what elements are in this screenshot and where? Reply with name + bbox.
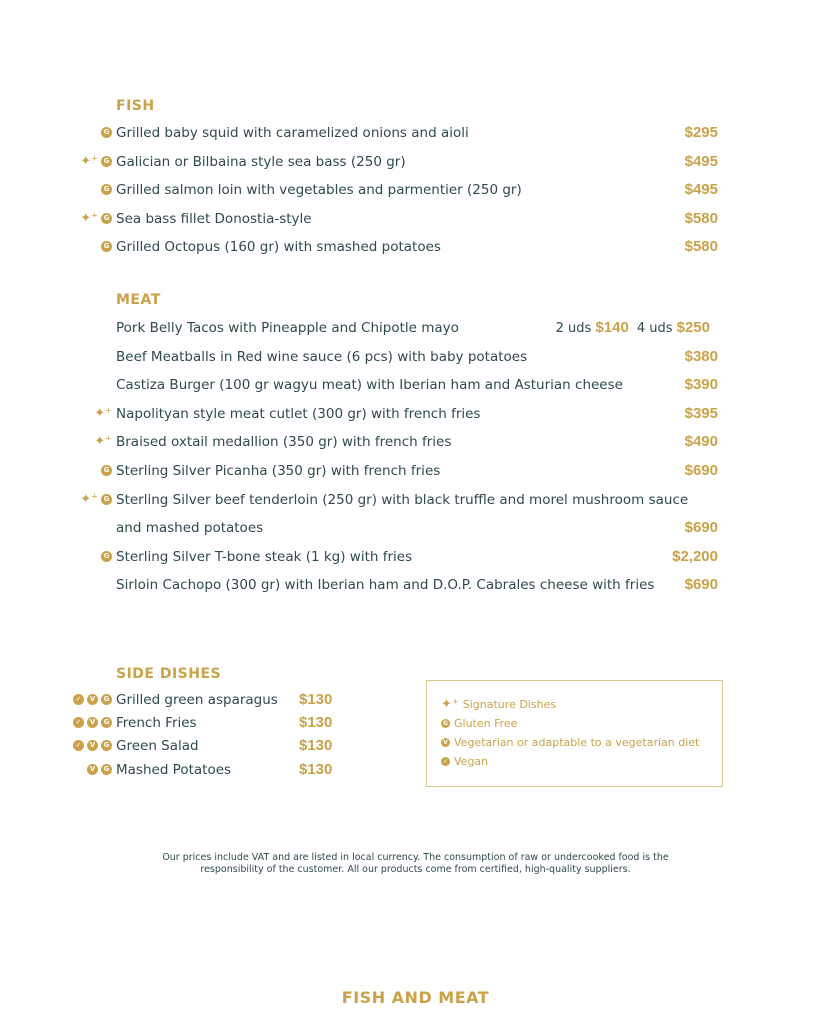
vegetarian-icon: V bbox=[87, 764, 98, 775]
item-name: and mashed potatoes bbox=[116, 520, 264, 537]
dietary-icons bbox=[101, 241, 112, 252]
option-label: 2 uds bbox=[555, 321, 596, 336]
item-price: $495 bbox=[684, 181, 718, 199]
item-price: $490 bbox=[684, 433, 718, 451]
gluten-free-icon: G bbox=[101, 717, 112, 728]
gluten-free-icon: G bbox=[101, 241, 112, 252]
legend-label: Gluten Free bbox=[454, 717, 518, 730]
gluten-free-icon: G bbox=[101, 213, 112, 224]
dietary-icons bbox=[80, 210, 112, 226]
item-price: $690 bbox=[684, 519, 718, 537]
dietary-icons bbox=[73, 717, 112, 728]
dietary-icons bbox=[101, 551, 112, 562]
item-name: Braised oxtail medallion (350 gr) with french fries bbox=[116, 434, 452, 451]
fish-heading: FISH bbox=[116, 98, 155, 114]
legend-item bbox=[441, 736, 699, 749]
item-price: $395 bbox=[684, 404, 718, 422]
vegetarian-icon: V bbox=[87, 694, 98, 705]
dietary-icons bbox=[94, 405, 112, 421]
vegan-check-icon: ✓ bbox=[73, 694, 84, 705]
dietary-icons bbox=[73, 740, 112, 751]
item-name: Sterling Silver beef tenderloin (250 gr) with black truffle and morel mushroom sauce bbox=[116, 491, 689, 508]
gluten-free-icon: G bbox=[101, 551, 112, 562]
meat-heading: MEAT bbox=[116, 292, 161, 308]
item-name: Green Salad bbox=[116, 738, 199, 755]
dietary-icons bbox=[101, 465, 112, 476]
menu-item bbox=[0, 547, 831, 567]
item-name: Mashed Potatoes bbox=[116, 761, 232, 778]
gluten-free-icon: G bbox=[101, 184, 112, 195]
item-price: $130 bbox=[299, 737, 333, 755]
gluten-free-icon: G bbox=[101, 127, 112, 138]
side-dishes-heading: SIDE DISHES bbox=[116, 666, 222, 682]
item-price: $580 bbox=[684, 238, 718, 256]
vegan-check-icon: ✓ bbox=[73, 740, 84, 751]
menu-item bbox=[0, 518, 831, 538]
dietary-icons bbox=[80, 153, 112, 169]
menu-item bbox=[0, 318, 831, 338]
vegetarian-icon: V bbox=[87, 717, 98, 728]
item-name: Castiza Burger (100 gr wagyu meat) with Iberian ham and Asturian cheese bbox=[116, 377, 623, 394]
price-options bbox=[556, 318, 718, 339]
item-price: $390 bbox=[684, 376, 718, 394]
dietary-icons bbox=[101, 184, 112, 195]
item-price: $130 bbox=[299, 760, 333, 778]
signature-sparkle-icon: ✦⁺ bbox=[80, 210, 98, 226]
signature-sparkle-icon: ✦⁺ bbox=[94, 434, 112, 450]
footer-note: Our prices include VAT and are listed in local currency. The consumption of raw or undercooked food is the responsibility of the customer. All our products come from certified, high-quality suppliers. bbox=[162, 852, 669, 875]
gluten-free-icon: G bbox=[101, 764, 112, 775]
menu-item bbox=[0, 575, 831, 595]
dietary-icons bbox=[87, 764, 112, 775]
gluten-free-icon: G bbox=[101, 740, 112, 751]
legend-box bbox=[426, 680, 723, 787]
vegan-check-icon: ✓ bbox=[73, 717, 84, 728]
item-name: Grilled baby squid with caramelized onions and aioli bbox=[116, 125, 469, 141]
gluten-free-icon: G bbox=[441, 719, 450, 728]
signature-sparkle-icon: ✦⁺ bbox=[441, 697, 459, 712]
item-name: Beef Meatballs in Red wine sauce (6 pcs) with baby potatoes bbox=[116, 348, 528, 365]
item-name: Sirloin Cachopo (300 gr) with Iberian ham and D.O.P. Cabrales cheese with fries bbox=[116, 577, 655, 594]
item-name: Galician or Bilbaina style sea bass (250 gr) bbox=[116, 153, 406, 170]
signature-sparkle-icon: ✦⁺ bbox=[80, 153, 98, 169]
signature-sparkle-icon: ✦⁺ bbox=[94, 405, 112, 421]
item-name: Grilled Octopus (160 gr) with smashed potatoes bbox=[116, 239, 441, 256]
menu-item bbox=[0, 461, 831, 481]
legend-item bbox=[441, 698, 556, 711]
item-name: French Fries bbox=[116, 715, 197, 732]
item-price: $495 bbox=[684, 152, 718, 170]
vegan-check-icon: ✓ bbox=[442, 758, 449, 765]
menu-item bbox=[0, 404, 831, 424]
gluten-free-icon: G bbox=[101, 694, 112, 705]
menu-item bbox=[0, 180, 831, 200]
item-price: $690 bbox=[684, 576, 718, 594]
dietary-icons bbox=[94, 434, 112, 450]
legend-item bbox=[441, 717, 517, 730]
item-price: $690 bbox=[684, 462, 718, 479]
menu-item bbox=[0, 123, 831, 143]
item-name: Sterling Silver Picanha (350 gr) with french fries bbox=[116, 463, 441, 479]
legend-item bbox=[441, 755, 488, 768]
item-price: $130 bbox=[299, 714, 333, 732]
menu-item bbox=[0, 237, 831, 257]
item-price: $2,200 bbox=[672, 547, 718, 565]
item-name: Napolityan style meat cutlet (300 gr) with french fries bbox=[116, 405, 481, 422]
item-price: $295 bbox=[684, 124, 718, 141]
item-name: Grilled green asparagus bbox=[116, 692, 278, 708]
menu-item bbox=[0, 375, 831, 395]
item-name: Grilled salmon loin with vegetables and parmentier (250 gr) bbox=[116, 182, 522, 199]
gluten-free-icon: G bbox=[101, 465, 112, 476]
option-label: 4 uds bbox=[636, 321, 677, 336]
item-name: Pork Belly Tacos with Pineapple and Chipotle mayo bbox=[116, 320, 459, 336]
signature-sparkle-icon: ✦⁺ bbox=[80, 491, 98, 507]
item-name: Sea bass fillet Donostia-style bbox=[116, 210, 312, 227]
item-name: Sterling Silver T-bone steak (1 kg) with fries bbox=[116, 548, 413, 565]
menu-item bbox=[0, 152, 831, 172]
option-price: $250 bbox=[676, 319, 710, 336]
item-price: $380 bbox=[684, 347, 718, 365]
legend-label: Signature Dishes bbox=[462, 698, 557, 711]
dietary-icons bbox=[80, 491, 112, 507]
menu-item bbox=[0, 347, 831, 367]
menu-item bbox=[0, 432, 831, 452]
item-price: $580 bbox=[684, 209, 718, 227]
dietary-icons bbox=[73, 694, 112, 705]
item-price: $130 bbox=[299, 691, 333, 708]
dietary-icons bbox=[101, 127, 112, 138]
menu-item bbox=[0, 490, 831, 510]
option-price: $140 bbox=[595, 319, 629, 336]
gluten-free-icon: G bbox=[101, 494, 112, 505]
menu-item bbox=[0, 209, 831, 229]
gluten-free-icon: G bbox=[101, 156, 112, 167]
vegetarian-icon: V bbox=[87, 740, 98, 751]
vegetarian-icon: V bbox=[441, 738, 450, 747]
legend-label: Vegetarian or adaptable to a vegetarian diet bbox=[454, 736, 700, 749]
legend-label: Vegan bbox=[454, 755, 489, 768]
page-title: FISH AND MEAT bbox=[341, 988, 490, 1007]
